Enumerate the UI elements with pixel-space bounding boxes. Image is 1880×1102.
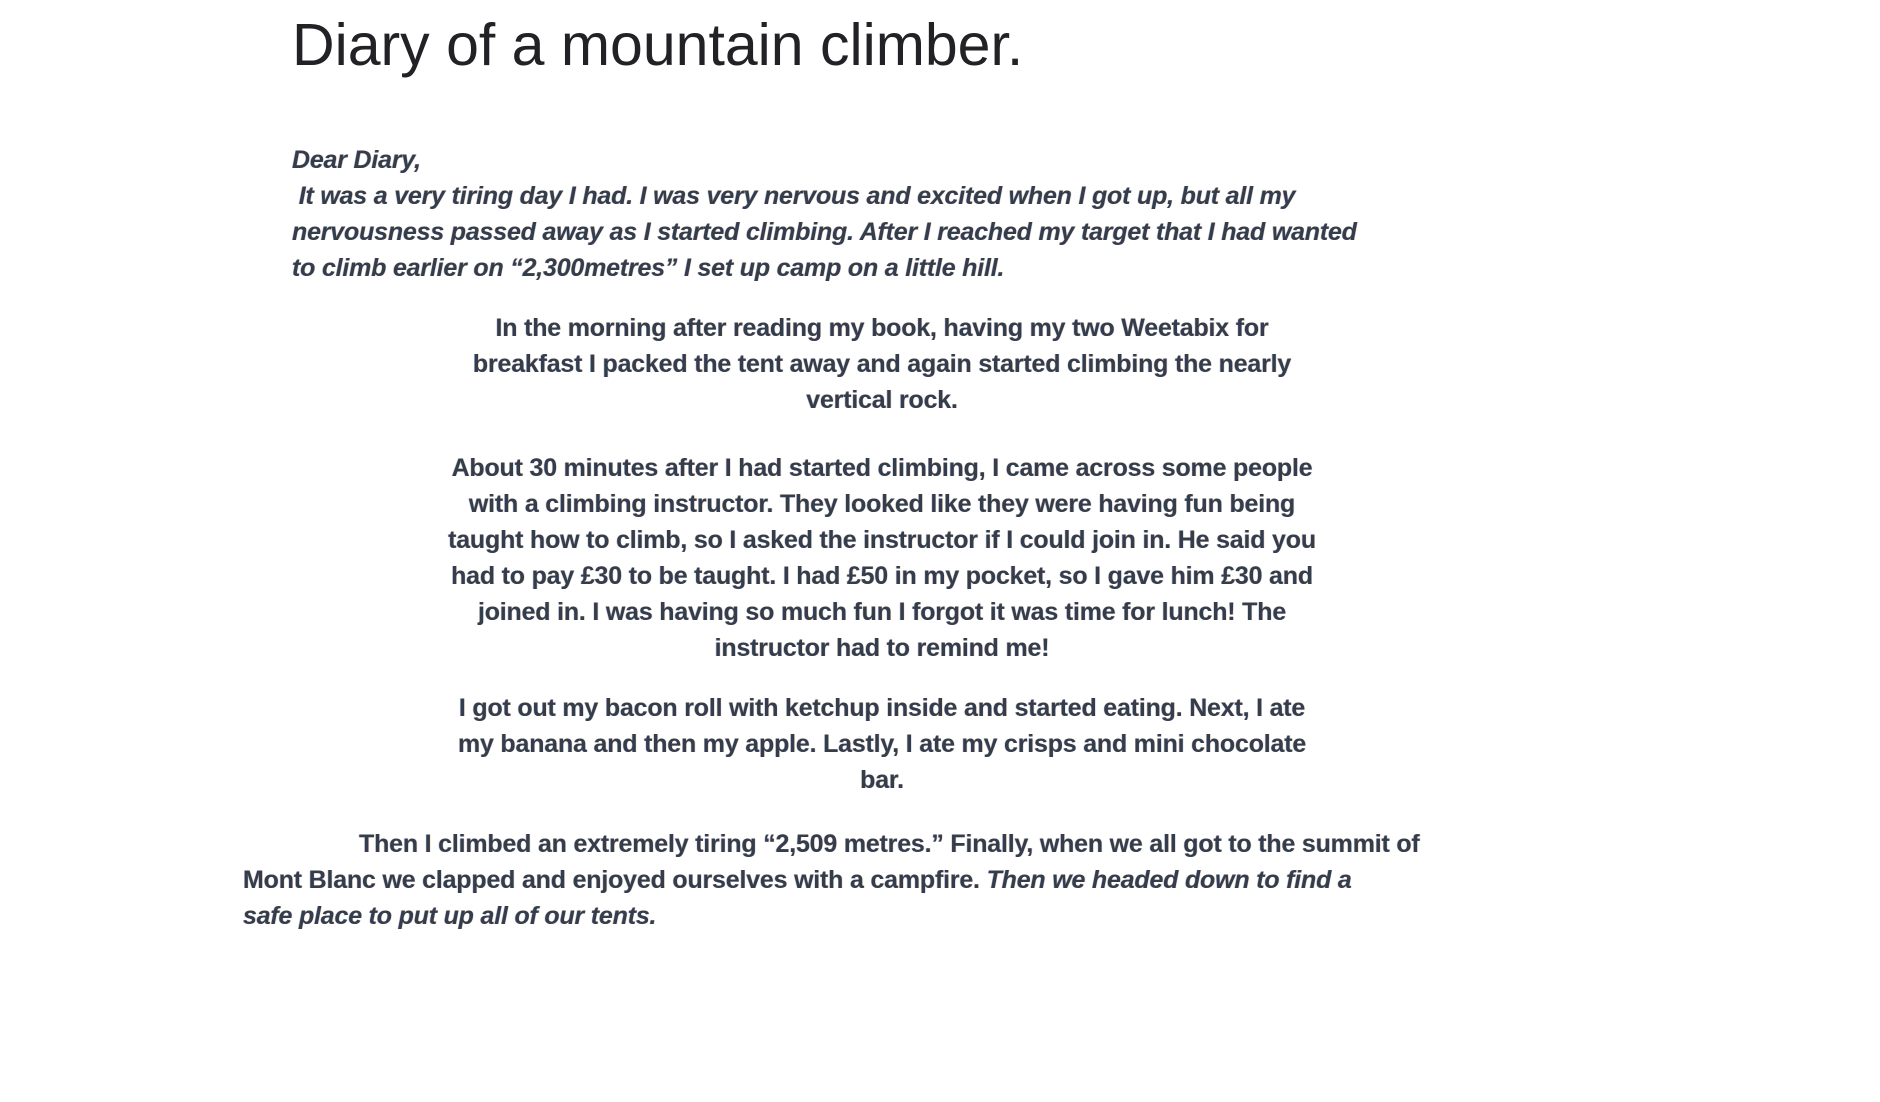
text-segment: nervousness passed away as I started climbing. After I reached my target that I had wanted xyxy=(292,217,1357,246)
text-segment: vertical rock. xyxy=(806,385,958,414)
text-segment: bar. xyxy=(860,765,904,794)
paragraph-intro xyxy=(292,142,1452,286)
text-segment: with a climbing instructor. They looked like they were having fun being xyxy=(468,489,1296,518)
text-segment: had to pay £30 to be taught. I had £50 in my pocket, so I gave him £30 and xyxy=(451,561,1313,590)
text-segment: to climb earlier on “2,300metres” I set up camp on a little hill. xyxy=(292,253,1005,282)
text-segment: About 30 minutes after I had started climbing, I came across some people xyxy=(451,453,1313,482)
text-segment: Then we headed down to find a xyxy=(986,865,1352,894)
document-body xyxy=(243,142,1452,934)
text-line xyxy=(312,726,1452,762)
text-segment: instructor had to remind me! xyxy=(714,633,1050,662)
text-segment: It was a very tiring day I had. I was very nervous and excited when I got up, but all my xyxy=(292,181,1296,210)
text-line xyxy=(312,450,1452,486)
text-segment: I got out my bacon roll with ketchup inside and started eating. Next, I ate xyxy=(458,693,1306,722)
text-line xyxy=(292,178,1452,214)
paragraph-summit xyxy=(243,826,1452,934)
text-segment: breakfast I packed the tent away and again started climbing the nearly xyxy=(472,349,1292,378)
text-line xyxy=(312,382,1452,418)
text-line xyxy=(312,346,1452,382)
text-line xyxy=(312,630,1452,666)
text-line xyxy=(312,522,1452,558)
text-line xyxy=(243,898,1452,934)
text-segment: In the morning after reading my book, having my two Weetabix for xyxy=(495,313,1269,342)
text-segment: Mont Blanc we clapped and enjoyed ourselves with a campfire. xyxy=(243,865,987,894)
document-title: Diary of a mountain climber. xyxy=(292,12,1024,78)
text-line xyxy=(292,250,1452,286)
paragraph-lunch xyxy=(292,690,1452,798)
document-content xyxy=(243,12,1452,934)
text-segment: taught how to climb, so I asked the instructor if I could join in. He said you xyxy=(448,525,1316,554)
text-line xyxy=(312,594,1452,630)
text-segment: joined in. I was having so much fun I forgot it was time for lunch! The xyxy=(477,597,1287,626)
text-segment: my banana and then my apple. Lastly, I ate my crisps and mini chocolate xyxy=(457,729,1307,758)
text-line xyxy=(312,690,1452,726)
text-segment: safe place to put up all of our tents. xyxy=(243,901,657,930)
text-segment: Dear Diary, xyxy=(292,145,421,174)
text-line xyxy=(292,214,1452,250)
text-line xyxy=(312,558,1452,594)
text-line xyxy=(292,142,1452,178)
paragraph-instructor xyxy=(292,450,1452,666)
text-line xyxy=(243,826,1452,862)
text-line xyxy=(312,486,1452,522)
text-line xyxy=(243,862,1452,898)
text-line xyxy=(312,310,1452,346)
paragraph-morning xyxy=(292,310,1452,418)
text-segment: Then I climbed an extremely tiring “2,509 metres.” Finally, when we all got to the summit of xyxy=(359,829,1420,858)
text-line xyxy=(312,762,1452,798)
